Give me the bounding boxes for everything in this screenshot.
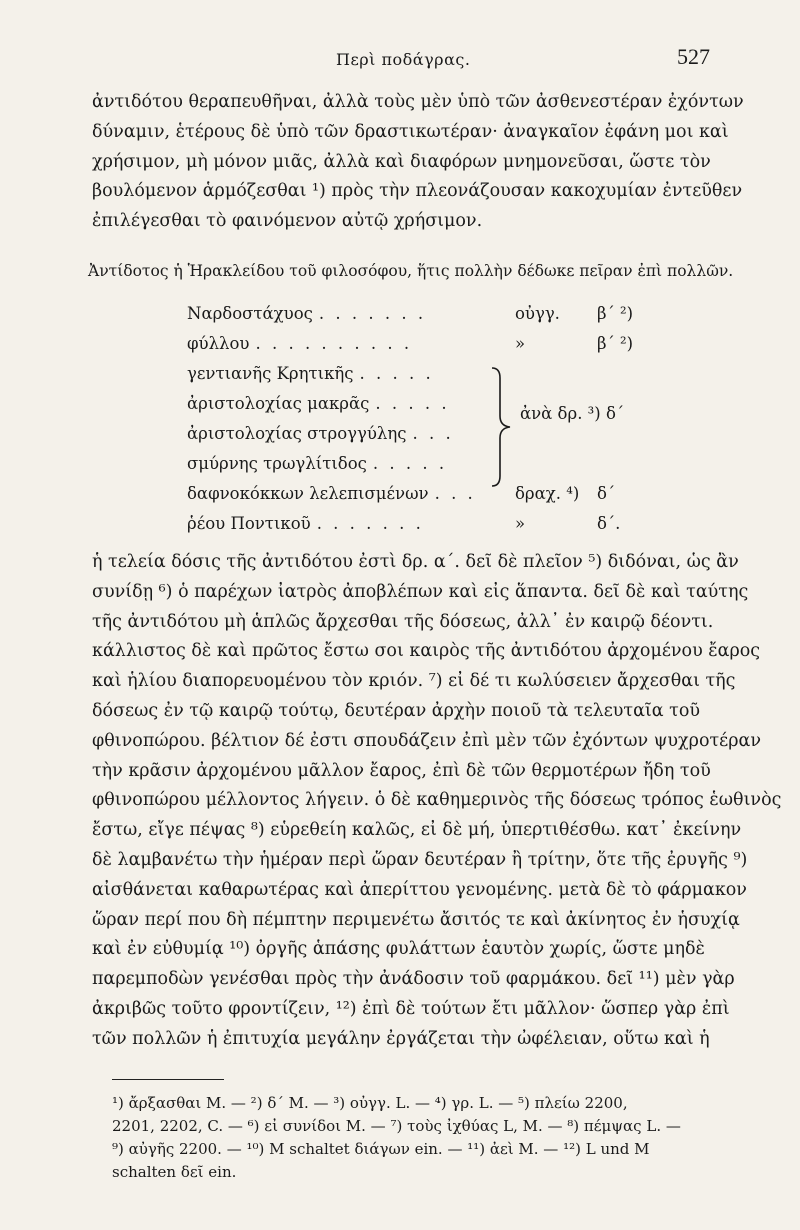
- text-line: καὶ ἐν εὐθυμίᾳ ¹⁰) ὀργῆς ἁπάσης φυλάττων ἑαυτὸν χωρίς, ὥστε μηδὲ: [92, 939, 705, 960]
- text-line: τὴν κρᾶσιν ἀρχομένου μᾶλλον ἔαρος, ἐπὶ δὲ τῶν θερμοτέρων ἤδη τοῦ: [92, 760, 711, 781]
- ingredient-row: [187, 364, 434, 392]
- ingredient-row: [187, 424, 454, 452]
- text-line: ὥραν περί που δὴ πέμπτην περιμενέτω ἄσιτός τε καὶ ἀκίνητος ἐν ἡσυχίᾳ: [92, 909, 740, 930]
- leader-dots: . . .: [412, 424, 454, 443]
- ingredient-unit: δραχ. ⁴): [515, 484, 580, 503]
- leader-dots: . . . . .: [372, 454, 448, 473]
- text-line: τῶν πολλῶν ἡ ἐπιτυχία μεγάλην ἐργάζεται τὴν ὠφέλειαν, οὕτω καὶ ἡ: [92, 1028, 710, 1049]
- text-line: δόσεως ἐν τῷ καιρῷ τούτῳ, δευτέραν ἀρχὴν ποιοῦ τὰ τελευταῖα τοῦ: [92, 700, 701, 721]
- footnote-divider: [112, 1079, 224, 1080]
- running-head: Περὶ ποδάγρας.: [336, 50, 471, 69]
- footnote-line: ⁹) αὐγῆς 2200. — ¹⁰) M schaltet διάγων ein. — ¹¹) ἀεὶ M. — ¹²) L und M: [112, 1140, 650, 1158]
- ingredient-unit: »: [515, 334, 526, 353]
- text-line: ἡ τελεία δόσις τῆς ἀντιδότου ἐστὶ δρ. α΄. δεῖ δὲ πλεῖον ⁵) διδόναι, ὡς ἂν: [92, 552, 739, 572]
- text-line: ἀκριβῶς τοῦτο φροντίζειν, ¹²) ἐπὶ δὲ τούτων ἔτι μᾶλλον· ὥσπερ γὰρ ἐπὶ: [92, 998, 730, 1019]
- ingredient-unit: »: [515, 514, 526, 533]
- ingredient-row: [187, 334, 634, 362]
- intro-paragraph: [92, 88, 744, 237]
- ingredient-row: [187, 484, 616, 512]
- text-line: δύναμιν, ἑτέρους δὲ ὑπὸ τῶν δραστικωτέραν· ἀναγκαῖον ἐφάνη μοι καὶ: [92, 121, 729, 142]
- text-line: παρεμποδὼν γενέσθαι πρὸς τὴν ἀνάδοσιν τοῦ φαρμάκου. δεῖ ¹¹) μὲν γὰρ: [92, 969, 735, 990]
- brace-quantity: ἀνὰ δρ. ³) δ΄: [520, 404, 625, 423]
- ingredient-quantity: β΄ ²): [597, 304, 634, 323]
- text-line: αἰσθάνεται καθαρωτέρας καὶ ἀπερίττου γενομένης. μετὰ δὲ τὸ φάρμακον: [92, 879, 747, 900]
- leader-dots: . . . . .: [359, 364, 434, 383]
- text-line: καὶ ἡλίου διαπορευομένου τὸν κριόν. ⁷) εἰ δέ τι κωλύσειεν ἄρχεσθαι τῆς: [92, 671, 736, 692]
- text-line: βουλόμενον ἁρμόζεσθαι ¹) πρὸς τὴν πλεονάζουσαν κακοχυμίαν ἐντεῦθεν: [92, 181, 743, 202]
- text-line: φθινοπώρου μέλλοντος λήγειν. ὁ δὲ καθημερινὸς τῆς δόσεως τρόπος ἑωθινὸς: [92, 790, 782, 811]
- leader-dots: . . . . .: [375, 394, 450, 413]
- text-line: χρήσιμον, μὴ μόνον μιᾶς, ἀλλὰ καὶ διαφόρων μνημονεῦσαι, ὥστε τὸν: [92, 151, 711, 172]
- text-line: φθινοπώρου. βέλτιον δέ ἐστι σπουδάζειν ἐπὶ μὲν τῶν ἐχόντων ψυχροτέραν: [92, 730, 761, 751]
- footnotes: [112, 1092, 710, 1184]
- ingredient-quantity: δ΄.: [597, 514, 621, 533]
- text-line: ἔστω, εἴγε πέψας ⁸) εὑρεθείη καλῶς, εἰ δὲ μή, ὑπερτιθέσθω. κατ᾽ ἐκείνην: [92, 820, 742, 841]
- ingredient-quantity: δ΄: [597, 484, 616, 503]
- ingredient-unit: οὐγγ.: [515, 304, 560, 323]
- curly-brace-icon: [488, 366, 516, 488]
- page-number: 527: [677, 44, 710, 69]
- footnote-line: ¹) ἄρξασθαι M. — ²) δ΄ M. — ³) οὐγγ. L. — ⁴) γρ. L. — ⁵) πλείω 2200,: [112, 1094, 628, 1112]
- page-header: [96, 44, 710, 74]
- ingredient-name: ἀριστολοχίας μακρᾶς: [187, 394, 370, 413]
- ingredient-row: [187, 304, 634, 332]
- ingredient-list: [0, 300, 800, 545]
- recipe-heading: Ἀντίδοτος ἡ Ἡρακλείδου τοῦ φιλοσόφου, ἥτις πολλὴν δέδωκε πεῖραν ἐπὶ πολλῶν.: [88, 262, 734, 280]
- text-line: συνίδῃ ⁶) ὁ παρέχων ἰατρὸς ἀποβλέπων καὶ εἰς ἅπαντα. δεῖ δὲ καὶ ταύτης: [92, 581, 749, 602]
- ingredient-name: Ναρδοστάχυος: [187, 304, 313, 323]
- ingredient-row: [187, 454, 447, 482]
- footnote-line: 2201, 2202, C. — ⁶) εἰ συνίδοι M. — ⁷) τοὺς ἰχθύας L, M. — ⁸) πέμψας L. —: [112, 1117, 681, 1135]
- leader-dots: . . . . . . .: [318, 304, 427, 323]
- ingredient-row: [187, 394, 450, 422]
- text-line: ἐπιλέγεσθαι τὸ φαινόμενον αὐτῷ χρήσιμον.: [92, 211, 483, 232]
- leader-dots: . . . . . . . . . .: [255, 334, 413, 353]
- text-line: ἀντιδότου θεραπευθῆναι, ἀλλὰ τοὺς μὲν ὑπὸ τῶν ἀσθενεστέραν ἐχόντων: [92, 92, 744, 112]
- ingredient-quantity: β΄ ²): [597, 334, 634, 353]
- leader-dots: . . . . . . .: [316, 514, 424, 533]
- ingredient-name: ῥέου Ποντικοῦ: [187, 514, 311, 533]
- text-line: τῆς ἀντιδότου μὴ ἁπλῶς ἄρχεσθαι τῆς δόσεως, ἀλλ᾽ ἐν καιρῷ δέοντι.: [92, 611, 714, 632]
- text-line: κάλλιστος δὲ καὶ πρῶτος ἔστω σοι καιρὸς τῆς ἀντιδότου ἀρχομένου ἔαρος: [92, 641, 761, 662]
- ingredient-name: σμύρνης τρωγλίτιδος: [187, 454, 367, 473]
- ingredient-row: [187, 514, 621, 542]
- ingredient-name: ἀριστολοχίας στρογγύλης: [187, 424, 407, 443]
- footnote-line: schalten δεῖ ein.: [112, 1163, 237, 1181]
- ingredient-name: δαφνοκόκκων λελεπισμένων: [187, 484, 429, 503]
- leader-dots: . . .: [434, 484, 476, 503]
- ingredient-name: φύλλου: [187, 334, 250, 353]
- body-paragraph: [92, 548, 782, 1055]
- text-line: δὲ λαμβανέτω τὴν ἡμέραν περὶ ὥραν δευτέραν ἢ τρίτην, ὅτε τῆς ἐρυγῆς ⁹): [92, 849, 748, 870]
- ingredient-name: γεντιανῆς Κρητικῆς: [187, 364, 354, 383]
